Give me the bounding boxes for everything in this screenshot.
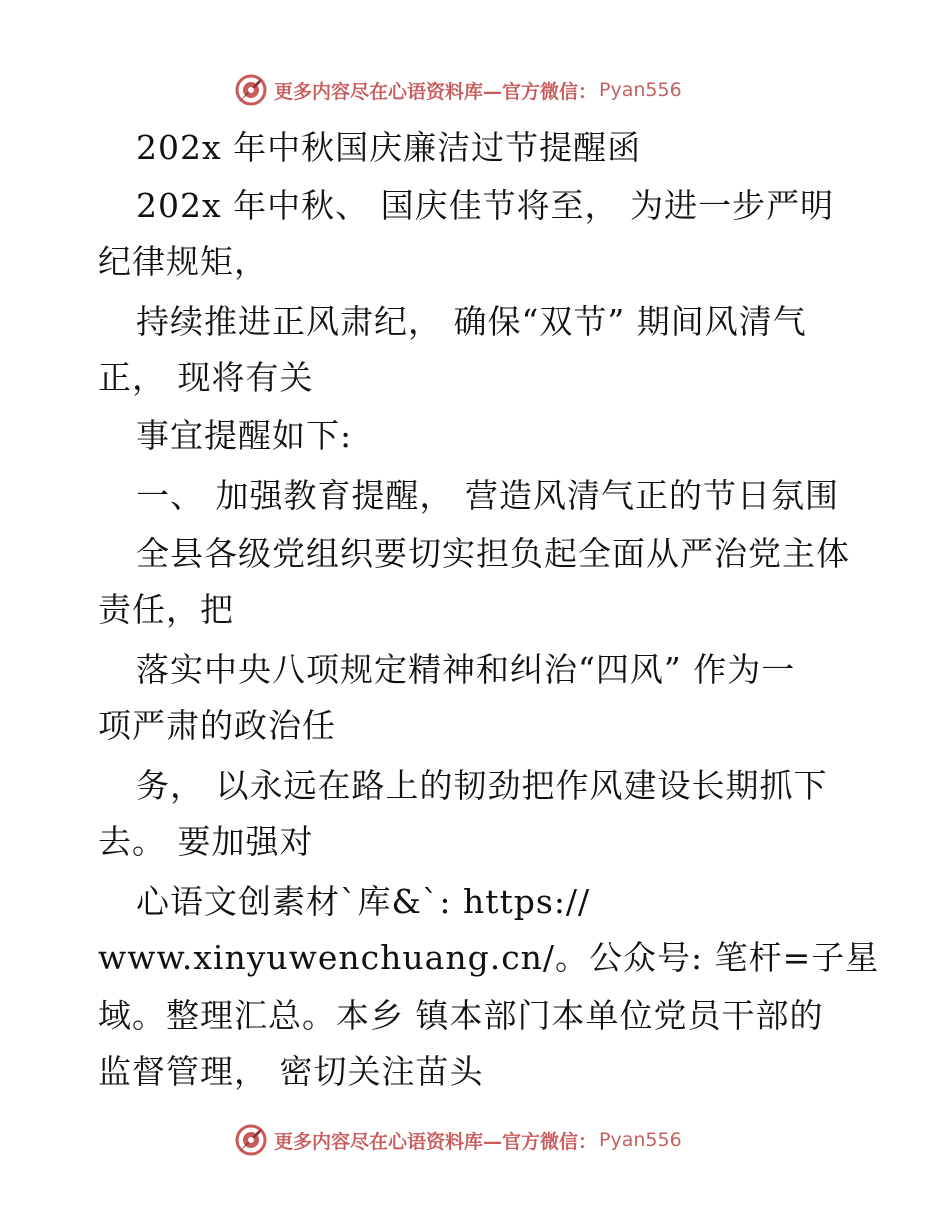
body-line: 202x 年中秋、 国庆佳节将至， 为进一步严明 [136, 186, 835, 225]
body-line: 域。整理汇总。本乡 镇本部门本单位党员干部的 [98, 996, 824, 1035]
banner-wechat-id: Pyan556 [599, 79, 682, 101]
body-line: 务， 以永远在路上的韧劲把作风建设长期抓下 [136, 766, 828, 805]
body-line: 全县各级党组织要切实担负起全面从严治党主体 [136, 534, 850, 573]
banner-text: 更多内容尽在心语资料库—官方微信： [274, 80, 598, 103]
body-line: 责任，把 [98, 590, 234, 629]
body-line: 纪律规矩， [98, 242, 268, 281]
section-heading: 一、 加强教育提醒， 营造风清气正的节日氛围 [136, 476, 839, 515]
quill-seal-icon [234, 1123, 268, 1157]
banner-text: 更多内容尽在心语资料库—官方微信： [274, 1130, 598, 1153]
body-line: www.xinyuwenchuang.cn/。公众号: 笔杆=子星 [98, 938, 880, 977]
body-line: 落实中央八项规定精神和纠治“四风” 作为一 [136, 650, 796, 689]
body-line: 事宜提醒如下: [136, 416, 353, 455]
body-line: 监督管理， 密切关注苗头 [98, 1052, 484, 1091]
footer-banner [234, 1120, 682, 1160]
body-line: 正， 现将有关 [98, 358, 314, 397]
body-line: 心语文创素材`库&`: https:// [136, 882, 591, 921]
doc-title: 202x 年中秋国庆廉洁过节提醒函 [136, 128, 642, 167]
body-line: 去。 要加强对 [98, 822, 314, 861]
banner-wechat-id: Pyan556 [599, 1129, 682, 1151]
body-line: 持续推进正风肃纪， 确保“双节” 期间风清气 [136, 302, 807, 341]
body-line: 项严肃的政治任 [98, 706, 336, 745]
